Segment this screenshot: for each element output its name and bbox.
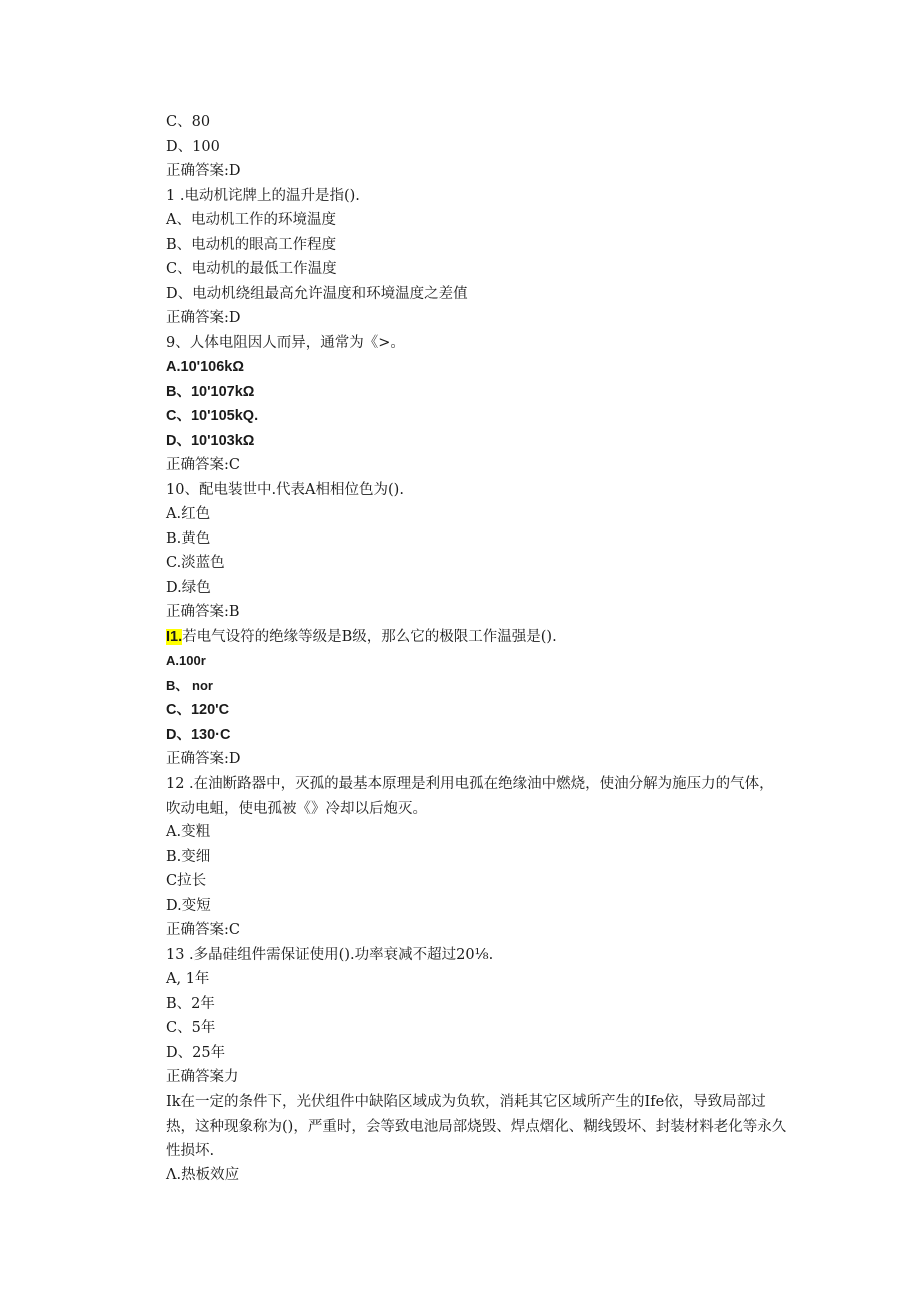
option-b: B、电动机的眼高工作程度 bbox=[166, 237, 337, 253]
option-c: C、120'C bbox=[166, 702, 230, 718]
option-b: B、10'107kΩ bbox=[166, 384, 255, 400]
question-14: Ik在一定的条件下，光伏组件中缺陷区域成为负软，消耗其它区域所产生的Ife依，导致局部过热，这种现象称为()，严重时，会等致电池局部烧毁、焊点熠化、糊线毁坏、封装材料老化等永久性损坏. bbox=[166, 1094, 787, 1159]
option-d: D.变短 bbox=[166, 898, 211, 914]
answer: 正确答案:B bbox=[166, 604, 240, 620]
option-a: A.10'106kΩ bbox=[166, 359, 244, 375]
option-d: D、100 bbox=[166, 139, 220, 155]
option-a: A.红色 bbox=[166, 506, 211, 522]
option-d: D.绿色 bbox=[166, 580, 211, 596]
option-a: A, 1年 bbox=[166, 971, 210, 987]
question-11 bbox=[166, 627, 557, 647]
question-text: 若电气设符的绝缘等级是B级，那么它的极限工作温强是(). bbox=[182, 629, 557, 645]
option-d: D、电动机绕组最高允许温度和环境温度之差值 bbox=[166, 286, 468, 302]
answer: 正确答案:C bbox=[166, 922, 240, 938]
option-a: A.100r bbox=[166, 653, 206, 668]
option-b: B、2年 bbox=[166, 996, 215, 1012]
option-d: D、130·C bbox=[166, 727, 231, 743]
option-a: A、电动机工作的环境温度 bbox=[166, 212, 336, 228]
option-b: B.变细 bbox=[166, 849, 211, 865]
question-1: 1 .电动机诧牌上的温升是指(). bbox=[166, 188, 360, 204]
question-number: I1. bbox=[166, 629, 183, 645]
option-b: B、 nor bbox=[166, 678, 213, 693]
option-a: A.变粗 bbox=[166, 824, 211, 840]
answer: 正确答案:D bbox=[166, 163, 241, 179]
option-c: C、5年 bbox=[166, 1020, 216, 1036]
option-d: D、25年 bbox=[166, 1045, 226, 1061]
option-c: C、80 bbox=[166, 114, 211, 130]
answer: 正确答案:D bbox=[166, 310, 241, 326]
option-c: C、10'105kQ. bbox=[166, 408, 259, 424]
question-13: 13 .多晶硅组件需保证使用().功率衰减不超过20⅛. bbox=[166, 947, 494, 963]
option-c: C.淡蓝色 bbox=[166, 555, 225, 571]
option-a: Λ.热板效应 bbox=[166, 1167, 240, 1183]
question-12: 12 .在油断路器中，灭孤的最基本原理是利用电孤在绝缘油中燃烧，使油分解为施压力的气体，吹动电蛆，使电孤被《》冷却以后炮灭。 bbox=[166, 776, 774, 817]
option-c: C、电动机的最低工作温度 bbox=[166, 261, 337, 277]
option-b: B.黄色 bbox=[166, 531, 211, 547]
option-c: C拉长 bbox=[166, 873, 207, 889]
answer: 正确答案:D bbox=[166, 751, 241, 767]
answer: 正确答案:C bbox=[166, 457, 240, 473]
answer: 正确答案力 bbox=[166, 1069, 239, 1085]
question-10: 10、配电装世中.代表A相相位色为(). bbox=[166, 482, 404, 498]
question-9: 9、人体电阻因人而异，通常为《>。 bbox=[166, 335, 405, 351]
option-d: D、10'103kΩ bbox=[166, 433, 255, 449]
